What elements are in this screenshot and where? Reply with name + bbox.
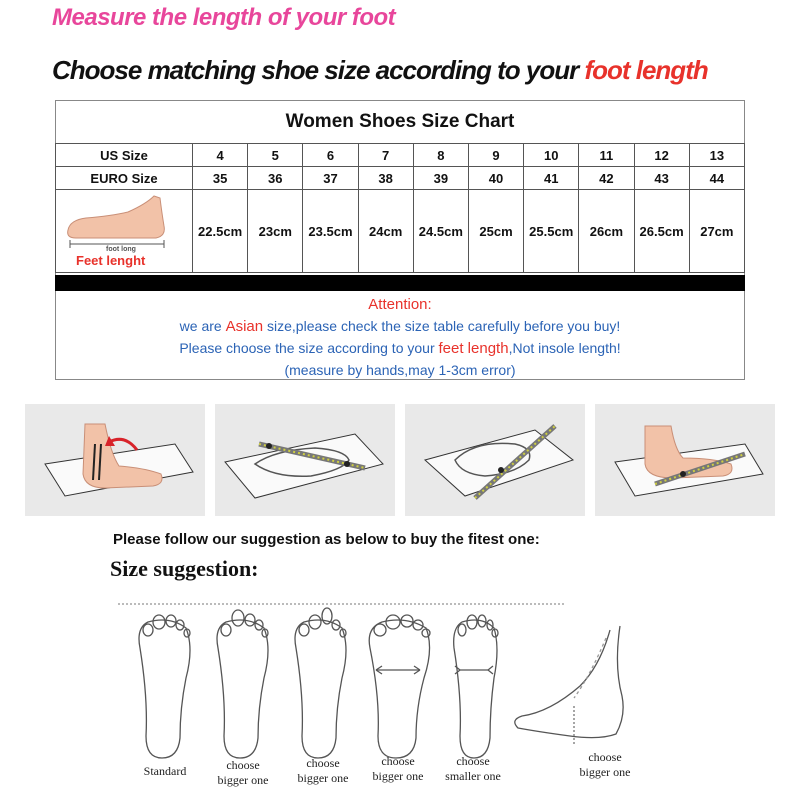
long-toe-foot-icon [217,610,268,758]
foot-length-cell: 23cm [248,190,303,273]
foot-length-cell: 23.5cm [303,190,358,273]
measure-step-4-panel [595,404,775,516]
foot-length-cell: 26cm [579,190,634,273]
foot-width-ruler-icon [405,404,585,516]
euro-size-row [56,167,745,190]
us-size-cell: 11 [579,144,634,167]
attention-line-1-pre: we are [179,318,226,334]
attention-title: Attention: [368,296,432,313]
caption-bigger-2 [280,756,366,786]
foot-against-wall-icon [25,404,205,516]
foot-long-caption: foot long [106,246,136,253]
suggestion-intro: Please follow our suggestion as below to buy the fitest one: [113,531,540,548]
narrow-foot-icon [454,615,498,758]
us-size-cell: 13 [689,144,744,167]
caption-standard [122,764,208,779]
foot-length-cell: 22.5cm [193,190,248,273]
caption-line2: smaller one [445,769,501,783]
euro-size-cell: 37 [303,167,358,190]
foot-length-row [56,190,745,273]
caption-line2: bigger one [217,773,269,787]
size-suggestion-title: Size suggestion: [110,556,259,581]
foot-shapes-illustration [110,596,790,766]
caption-line2: bigger one [297,771,349,785]
us-size-cell: 10 [524,144,579,167]
measure-step-2-panel [215,404,395,516]
foot-on-ruler-icon [595,404,775,516]
euro-size-cell: 39 [413,167,468,190]
us-size-cell: 8 [413,144,468,167]
foot-length-highlight: foot length [584,55,708,85]
attention-line-2-post: ,Not insole length! [508,340,621,356]
attention-line-1-post: size,please check the size table carefully before you buy! [263,318,621,334]
long-second-toe-foot-icon [295,608,346,758]
foot-length-cell: 26.5cm [634,190,689,273]
caption-bigger-1 [200,758,286,788]
us-size-cell: 9 [468,144,523,167]
caption-line2: bigger one [372,769,424,783]
euro-size-cell: 43 [634,167,689,190]
divider-bar [55,275,745,291]
us-size-cell: 4 [193,144,248,167]
us-size-label: US Size [56,144,193,167]
caption-line2: bigger one [579,765,631,779]
foot-length-cell: 27cm [689,190,744,273]
euro-size-cell: 42 [579,167,634,190]
euro-size-cell: 44 [689,167,744,190]
euro-size-label: EURO Size [56,167,193,190]
us-size-cell: 12 [634,144,689,167]
us-size-cell: 7 [358,144,413,167]
standard-foot-icon [139,615,190,758]
caption-line1: choose [588,750,622,764]
attention-line-2-pre: Please choose the size according to your [179,340,439,356]
us-size-row [56,144,745,167]
us-size-cell: 6 [303,144,358,167]
size-chart-table [55,143,745,273]
foot-length-cell: 24.5cm [413,190,468,273]
caption-bigger-3 [355,754,441,784]
euro-size-cell: 35 [193,167,248,190]
caption-line1: Standard [143,764,187,778]
caption-line1: choose [306,756,340,770]
caption-line1: choose [226,758,260,772]
us-size-cell: 5 [248,144,303,167]
feet-length-label: Feet lenght [76,253,146,268]
euro-size-cell: 38 [358,167,413,190]
caption-smaller [430,754,516,784]
caption-line1: choose [456,754,490,768]
high-instep-foot-icon [515,626,623,746]
size-chart-title: Women Shoes Size Chart [285,111,515,132]
foot-length-cell: 25.5cm [524,190,579,273]
choose-size-title [52,55,708,86]
euro-size-cell: 41 [524,167,579,190]
feet-length-highlight: feet length [438,340,509,357]
foot-length-label-cell [56,190,193,273]
measure-step-1-panel [25,404,205,516]
euro-size-cell: 36 [248,167,303,190]
attention-line-3: (measure by hands,may 1-3cm error) [284,362,516,378]
foot-outline-ruler-icon [215,404,395,516]
asian-highlight: Asian [225,318,264,335]
caption-bigger-4 [560,750,650,780]
wide-foot-icon [369,615,430,758]
caption-line1: choose [381,754,415,768]
attention-line-1 [56,318,744,335]
foot-length-cell: 25cm [468,190,523,273]
attention-line-2 [56,340,744,357]
choose-size-title-prefix: Choose matching shoe size according to your [52,55,585,85]
measure-title: Measure the length of your foot [52,4,396,31]
measure-step-3-panel [405,404,585,516]
euro-size-cell: 40 [468,167,523,190]
foot-length-cell: 24cm [358,190,413,273]
